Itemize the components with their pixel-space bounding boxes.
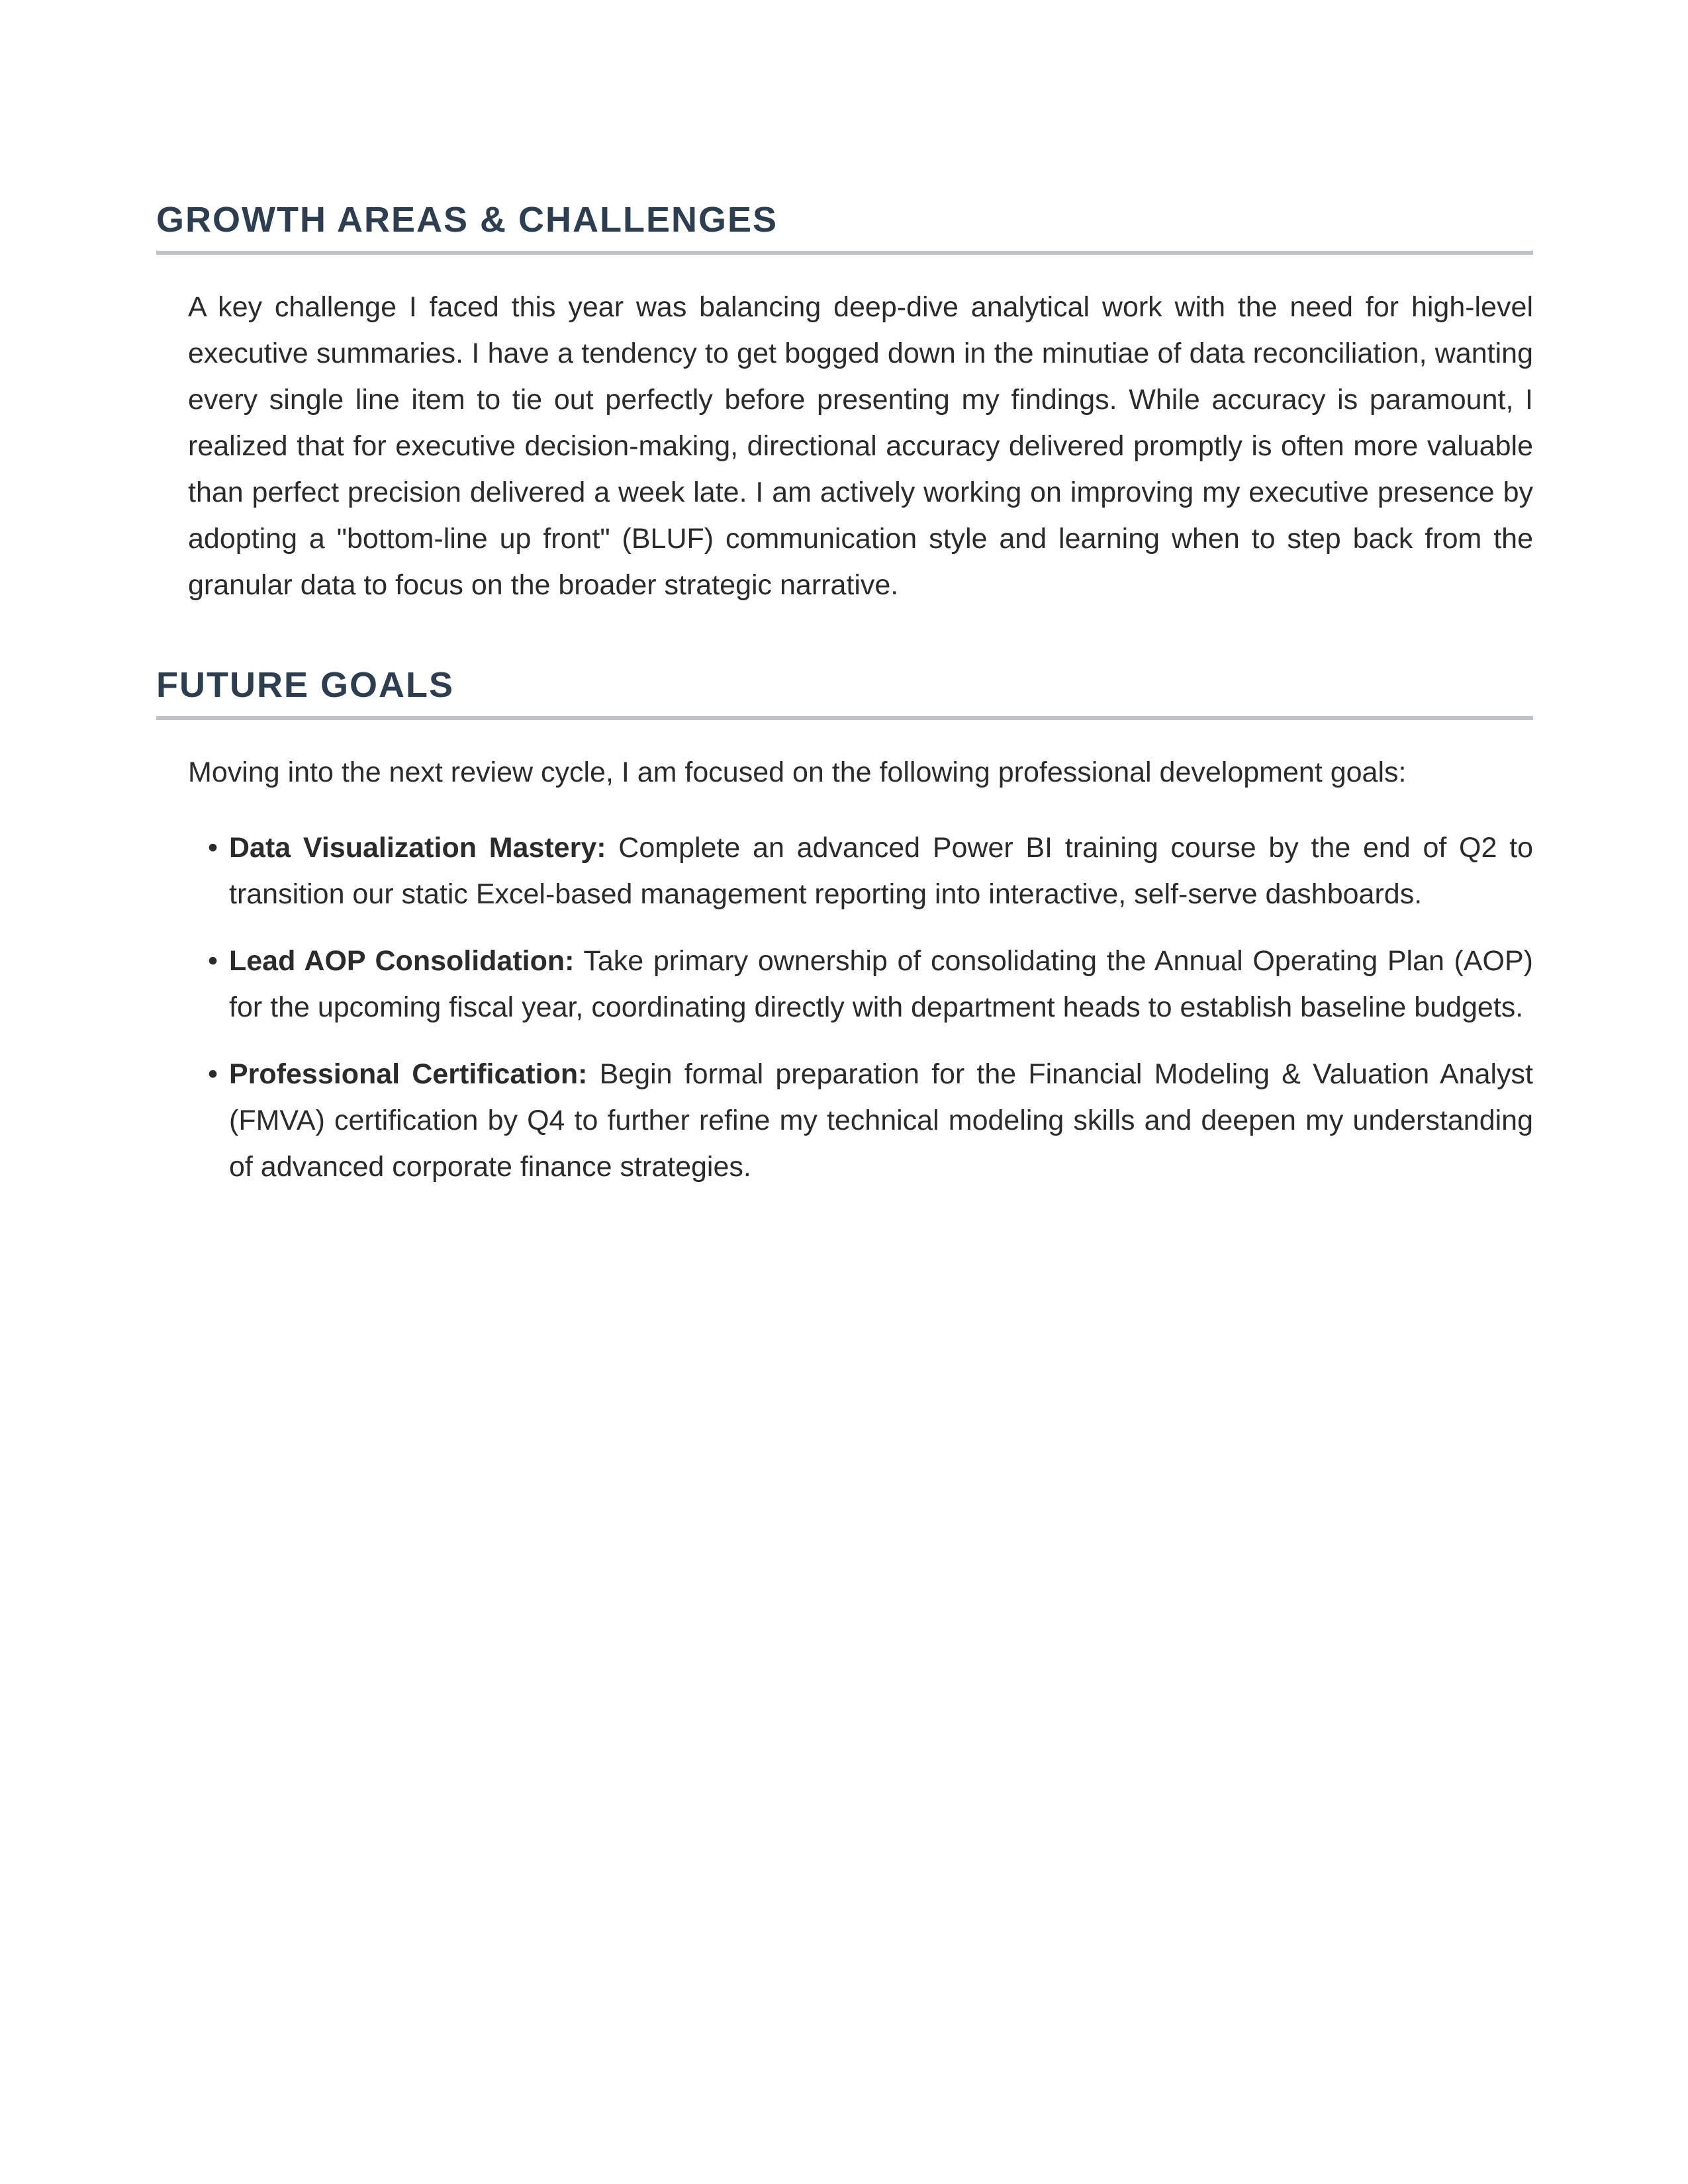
goal-title: Lead AOP Consolidation: xyxy=(229,944,575,977)
growth-body xyxy=(156,284,1533,608)
goal-item-aop xyxy=(188,938,1533,1030)
goals-heading: FUTURE GOALS xyxy=(156,664,1533,720)
goal-title: Professional Certification: xyxy=(229,1058,588,1090)
growth-section xyxy=(156,199,1533,608)
section-spacer xyxy=(156,608,1533,664)
goals-intro: Moving into the next review cycle, I am focused on the following professional development goals: xyxy=(188,756,1407,788)
goal-item-visualization xyxy=(188,825,1533,917)
goals-list xyxy=(188,825,1533,1190)
bullet-icon: • xyxy=(208,944,218,977)
bullet-icon: • xyxy=(208,1058,218,1090)
goal-item-certification xyxy=(188,1051,1533,1190)
growth-heading: GROWTH AREAS & CHALLENGES xyxy=(156,199,1533,255)
growth-paragraph: A key challenge I faced this year was balancing deep-dive analytical work with the need for high-level executive summaries. I have a tendency to get bogged down in the minutiae of data reconciliation, wanting every single line item to tie out perfectly before presenting my findings. While accuracy is paramount, I realized that for executive decision-making, directional accuracy delivered promptly is often more valuable than perfect precision delivered a week late. I am actively working on improving my executive presence by adopting a "bottom-line up front" (BLUF) communication style and learning when to step back from the granular data to focus on the broader strategic narrative. xyxy=(188,291,1533,601)
goal-text: Complete an advanced Power BI training course by the end of Q2 to transition our static Excel-based management reporting into interactive, self-serve dashboards. xyxy=(229,831,1533,910)
goals-body xyxy=(156,749,1533,1190)
document-page xyxy=(156,199,1533,1210)
goal-title: Data Visualization Mastery: xyxy=(229,831,606,864)
goals-section xyxy=(156,664,1533,1190)
bullet-icon: • xyxy=(208,831,218,864)
goal-text: Begin formal preparation for the Financial Modeling & Valuation Analyst (FMVA) certification by Q4 to further refine my technical modeling skills and deepen my understanding of advanced corporate finance strategies. xyxy=(229,1058,1533,1183)
goal-text: Take primary ownership of consolidating the Annual Operating Plan (AOP) for the upcoming fiscal year, coordinating directly with department heads to establish baseline budgets. xyxy=(229,944,1534,1023)
